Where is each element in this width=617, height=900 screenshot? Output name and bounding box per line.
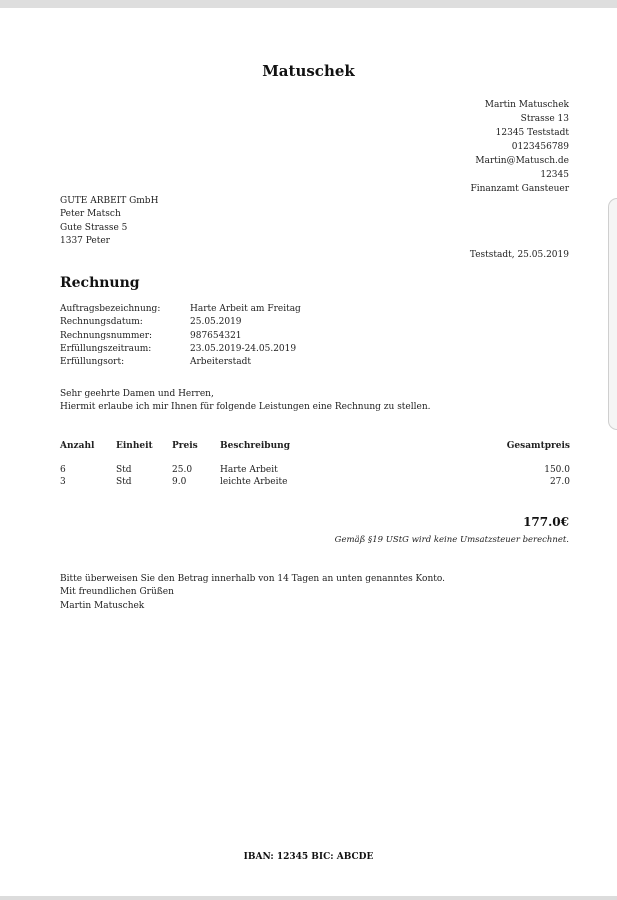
sender-phone: 0123456789 bbox=[511, 142, 569, 152]
salutation: Sehr geehrte Damen und Herren, bbox=[60, 389, 214, 399]
sender-email: Martin@Matusch.de bbox=[475, 156, 569, 166]
detail-label: Rechnungsnummer: bbox=[60, 330, 153, 341]
closing-text bbox=[60, 573, 445, 613]
detail-value: 25.05.2019 bbox=[190, 317, 242, 328]
payment-instruction: Bitte überweisen Sie den Betrag innerhalb von 14 Tagen an unten genanntes Konto. bbox=[60, 574, 445, 584]
table-row bbox=[60, 464, 570, 477]
detail-row bbox=[60, 316, 301, 329]
invoice-heading: Rechnung bbox=[60, 275, 140, 291]
detail-value: 987654321 bbox=[190, 330, 242, 341]
intro-sentence: Hiermit erlaube ich mir Ihnen für folgende Leistungen eine Rechnung zu stellen. bbox=[60, 402, 431, 413]
detail-row bbox=[60, 330, 301, 343]
sender-name: Martin Matuschek bbox=[484, 100, 569, 110]
cell-price: 9.0 bbox=[172, 477, 187, 487]
detail-row bbox=[60, 343, 301, 356]
items-table bbox=[60, 440, 570, 489]
invoice-total: 177.0€ bbox=[523, 515, 569, 529]
cell-total: 27.0 bbox=[549, 477, 570, 487]
recipient-company: GUTE ARBEIT GmbH bbox=[60, 196, 159, 206]
tax-note: Gemäß §19 UStG wird keine Umsatzsteuer berechnet. bbox=[334, 535, 569, 545]
sender-street: Strasse 13 bbox=[520, 114, 569, 124]
cell-description: leichte Arbeite bbox=[220, 477, 288, 487]
detail-row bbox=[60, 356, 301, 369]
detail-value: Harte Arbeit am Freitag bbox=[190, 304, 301, 314]
header-total: Gesamtpreis bbox=[506, 441, 570, 451]
bank-footer: IBAN: 12345 BIC: ABCDE bbox=[243, 852, 374, 862]
detail-label: Erfüllungszeitraum: bbox=[60, 343, 152, 354]
bottom-bar bbox=[0, 896, 617, 900]
recipient-address bbox=[60, 195, 158, 248]
detail-value: Arbeiterstadt bbox=[190, 357, 251, 368]
cell-price: 25.0 bbox=[172, 464, 193, 475]
recipient-street: Gute Strasse 5 bbox=[60, 222, 128, 233]
header-price: Preis bbox=[172, 441, 198, 451]
cell-description: Harte Arbeit bbox=[220, 464, 278, 475]
recipient-city: 1337 Peter bbox=[60, 235, 110, 246]
cell-unit: Std bbox=[116, 477, 132, 487]
greeting: Mit freundlichen Grüßen bbox=[60, 587, 174, 598]
place-date: Teststadt, 25.05.2019 bbox=[469, 250, 569, 260]
header-qty: Anzahl bbox=[60, 441, 95, 451]
cell-unit: Std bbox=[116, 464, 132, 475]
invoice-details bbox=[60, 303, 301, 369]
detail-value: 23.05.2019-24.05.2019 bbox=[190, 343, 297, 354]
scroll-handle[interactable] bbox=[608, 198, 617, 430]
detail-label: Rechnungsdatum: bbox=[60, 317, 143, 328]
sender-tax-number: 12345 bbox=[540, 170, 569, 180]
detail-label: Erfüllungsort: bbox=[60, 357, 125, 368]
sender-tax-office: Finanzamt Gansteuer bbox=[470, 184, 569, 194]
detail-label: Auftragsbezeichnung: bbox=[60, 304, 161, 314]
header-description: Beschreibung bbox=[220, 441, 290, 451]
intro-text bbox=[60, 388, 431, 415]
sender-city: 12345 Teststadt bbox=[495, 128, 569, 138]
cell-qty: 6 bbox=[60, 464, 66, 475]
recipient-contact: Peter Matsch bbox=[60, 209, 121, 220]
sender-address bbox=[470, 98, 569, 196]
cell-qty: 3 bbox=[60, 477, 66, 487]
table-row bbox=[60, 476, 570, 489]
header-unit: Einheit bbox=[116, 441, 153, 451]
cell-total: 150.0 bbox=[544, 464, 570, 475]
items-header-row bbox=[60, 440, 570, 464]
company-title: Matuschek bbox=[262, 62, 355, 80]
top-bar bbox=[0, 0, 617, 8]
signature: Martin Matuschek bbox=[60, 600, 145, 611]
detail-row bbox=[60, 303, 301, 316]
